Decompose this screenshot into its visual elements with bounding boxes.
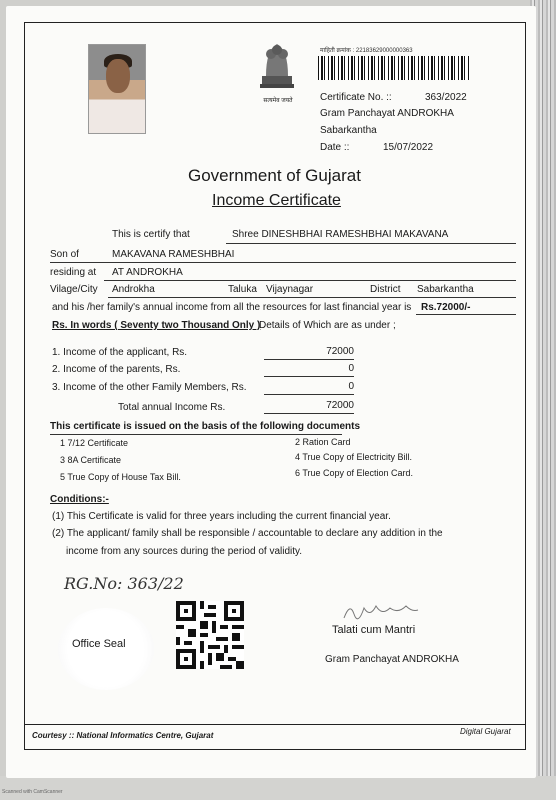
digital-gujarat-label: Digital Gujarat bbox=[460, 727, 511, 736]
document-item: 2 Ration Card bbox=[295, 437, 351, 447]
condition-item: (2) The applicant/ family shall be responsible / accountable to declare any addition in the bbox=[52, 528, 443, 539]
income-in-words: Rs. In words ( Seventy two Thousand Only ) bbox=[52, 320, 261, 331]
certificate-no-label: Certificate No. :: bbox=[320, 92, 392, 103]
certificate-title: Income Certificate bbox=[212, 192, 341, 209]
qr-code bbox=[176, 600, 244, 670]
document-item: 5 True Copy of House Tax Bill. bbox=[60, 472, 181, 482]
emblem-motto: सत्यमेव जयते bbox=[263, 98, 293, 104]
certificate-no: 363/2022 bbox=[425, 92, 467, 103]
village: Androkha bbox=[112, 284, 155, 295]
condition-item: income from any sources during the period of validity. bbox=[66, 546, 303, 557]
barcode bbox=[318, 56, 470, 80]
residing-label: residing at bbox=[50, 267, 97, 278]
documents-heading: This certificate is issued on the basis of the following documents bbox=[50, 421, 361, 432]
income-row-value: 72000 bbox=[326, 346, 354, 357]
income-row-label: 1. Income of the applicant, Rs. bbox=[52, 347, 188, 358]
conditions-heading: Conditions:- bbox=[50, 494, 109, 505]
income-row-label: 2. Income of the parents, Rs. bbox=[52, 364, 181, 375]
signature-org: Gram Panchayat ANDROKHA bbox=[325, 654, 459, 665]
certify-label: This is certify that bbox=[112, 229, 190, 240]
taluka: Vijaynagar bbox=[266, 284, 314, 295]
taluka-label: Taluka bbox=[228, 284, 257, 295]
date: 15/07/2022 bbox=[383, 142, 434, 153]
total-income-value: 72000 bbox=[326, 400, 354, 411]
office-seal-label: Office Seal bbox=[72, 638, 126, 650]
total-income-label: Total annual Income Rs. bbox=[118, 402, 226, 413]
district: Sabarkantha bbox=[417, 284, 474, 295]
income-row-value: 0 bbox=[348, 381, 354, 392]
document-item: 6 True Copy of Election Card. bbox=[295, 468, 414, 478]
income-row-label: 3. Income of the other Family Members, Rs. bbox=[52, 382, 247, 393]
annual-income-text: and his /her family's annual income from all the resources for last financial year is bbox=[52, 302, 412, 313]
document-item: 3 8A Certificate bbox=[60, 455, 122, 465]
background-edge-bottom bbox=[0, 776, 556, 800]
district-label: District bbox=[370, 284, 401, 295]
annual-income: Rs.72000/- bbox=[421, 302, 471, 313]
national-emblem-icon bbox=[256, 36, 298, 102]
income-row-value: 0 bbox=[348, 363, 354, 374]
handwritten-registration: RG.No: 363/22 bbox=[64, 574, 184, 593]
son-of-label: Son of bbox=[50, 249, 79, 260]
page-title: Government of Gujarat bbox=[188, 166, 361, 185]
condition-item: (1) This Certificate is valid for three years including the current financial year. bbox=[52, 511, 391, 522]
document-item: 1 7/12 Certificate bbox=[60, 438, 129, 448]
details-text: Details of Which are as under ; bbox=[259, 320, 396, 331]
applicant-name: Shree DINESHBHAI RAMESHBHAI MAKAVANA bbox=[232, 229, 449, 240]
barcode-number: माहिती क्रमांक : 22183629000000363 bbox=[320, 48, 413, 54]
signature bbox=[340, 600, 420, 622]
document-item: 4 True Copy of Electricity Bill. bbox=[295, 452, 413, 462]
courtesy-note: Courtesy :: National Informatics Centre, Gujarat bbox=[32, 731, 214, 740]
issuer-district: Sabarkantha bbox=[320, 125, 377, 136]
applicant-photo bbox=[88, 44, 146, 134]
date-label: Date :: bbox=[320, 142, 350, 153]
issuer: Gram Panchayat ANDROKHA bbox=[320, 108, 454, 119]
scanner-watermark: Scanned with CamScanner bbox=[2, 789, 63, 795]
residence: AT ANDROKHA bbox=[112, 267, 183, 278]
signature-title: Talati cum Mantri bbox=[332, 624, 416, 636]
father-name: MAKAVANA RAMESHBHAI bbox=[112, 249, 235, 260]
village-label: Vilage/City bbox=[50, 284, 98, 295]
